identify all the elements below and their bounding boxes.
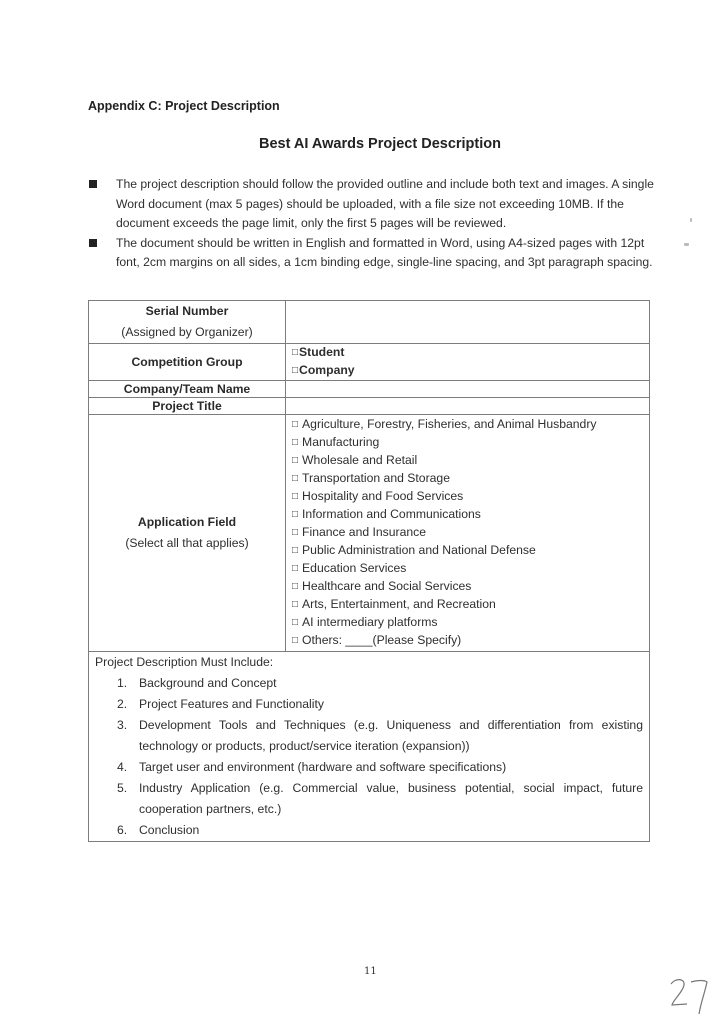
option-education[interactable] [292,560,643,578]
must-include-item [95,757,643,778]
competition-group-options [286,344,650,381]
checkbox-icon[interactable]: □ [292,365,299,376]
option-manufacturing[interactable] [292,434,643,452]
row-application-field [89,415,650,652]
option-label: Healthcare and Social Services [302,579,472,593]
option-label: Transportation and Storage [302,471,450,485]
checkbox-icon[interactable]: □ [292,635,299,646]
row-must-include [89,652,650,842]
item-number: 1. [117,676,128,690]
checkbox-icon[interactable]: □ [292,419,299,430]
checkbox-icon[interactable]: □ [292,437,299,448]
row-serial-number [89,301,650,344]
project-title-label-cell [89,398,286,415]
row-project-title [89,398,650,415]
option-label: Student [299,345,345,359]
checkbox-icon[interactable]: □ [292,455,299,466]
must-include-item [95,673,643,694]
option-student[interactable] [292,344,643,362]
serial-number-label-cell [89,301,286,344]
option-label: Arts, Entertainment, and Recreation [302,597,496,611]
checkbox-icon[interactable]: □ [292,617,299,628]
must-include-list [95,673,643,841]
serial-number-label: Serial Number [145,304,229,318]
option-public-administration[interactable] [292,542,643,560]
must-include-item [95,694,643,715]
scan-artifact [684,243,689,246]
application-field-options [286,415,650,652]
item-text: Conclusion [139,823,200,837]
application-field-sublabel: (Select all that applies) [125,536,249,550]
must-include-item [95,778,643,820]
scan-artifact [690,218,692,222]
item-number: 5. [117,781,128,795]
option-arts-entertainment[interactable] [292,596,643,614]
checkbox-icon[interactable]: □ [292,347,299,358]
option-label: Education Services [302,561,407,575]
document-title: Best AI Awards Project Description [258,136,501,152]
option-label: Agriculture, Forestry, Fisheries, and Animal Husbandry [302,417,597,431]
serial-number-sublabel: (Assigned by Organizer) [121,325,253,339]
checkbox-icon[interactable]: □ [292,527,299,538]
row-team-name [89,381,650,398]
project-title-label: Project Title [152,399,222,413]
item-number: 3. [117,718,128,732]
option-label: Hospitality and Food Services [302,489,464,503]
must-include-item [95,715,643,757]
option-hospitality[interactable] [292,488,643,506]
square-bullet-icon [89,180,97,188]
option-label: Others: ____(Please Specify) [302,633,462,647]
team-name-field[interactable] [286,381,650,398]
checkbox-icon[interactable]: □ [292,563,299,574]
option-finance-insurance[interactable] [292,524,643,542]
item-text: Target user and environment (hardware and software specifications) [139,760,507,774]
instruction-list [88,175,668,273]
must-include-cell [89,652,650,842]
checkbox-icon[interactable]: □ [292,509,299,520]
item-text: Industry Application (e.g. Commercial value, business potential, social impact, future cooperation partners, etc.) [139,781,643,816]
application-field-label: Application Field [137,515,237,529]
appendix-title: Appendix C: Project Description [88,99,280,113]
team-name-label-cell [89,381,286,398]
option-label: Information and Communications [302,507,481,521]
option-label: Manufacturing [302,435,380,449]
row-competition-group [89,344,650,381]
option-healthcare[interactable] [292,578,643,596]
item-number: 4. [117,760,128,774]
checkbox-icon[interactable]: □ [292,581,299,592]
option-company[interactable] [292,362,643,380]
item-number: 2. [117,697,128,711]
option-label: AI intermediary platforms [302,615,438,629]
item-number: 6. [117,823,128,837]
project-title-field[interactable] [286,398,650,415]
page-number: 11 [364,966,377,977]
option-agriculture[interactable] [292,416,643,434]
competition-group-label-cell [89,344,286,381]
project-form-table [88,300,650,842]
option-label: Public Administration and National Defense [302,543,536,557]
option-information-communications[interactable] [292,506,643,524]
checkbox-icon[interactable]: □ [292,491,299,502]
must-include-heading: Project Description Must Include: [95,655,274,669]
checkbox-icon[interactable]: □ [292,545,299,556]
item-text: Background and Concept [139,676,277,690]
item-text: Project Features and Functionality [139,697,324,711]
option-label: Company [299,363,355,377]
competition-group-label: Competition Group [131,355,243,369]
option-label: Finance and Insurance [302,525,427,539]
option-ai-platforms[interactable] [292,614,643,632]
instruction-text: The project description should follow the provided outline and include both text and images. A single Word document (max 5 pages) should be uploaded, with a file size not exceeding 10MB. If the document exceeds the page limit, only the first 5 pages will be reviewed. [116,177,654,231]
square-bullet-icon [89,239,97,247]
serial-number-field[interactable] [286,301,650,344]
application-field-label-cell [89,415,286,652]
instruction-item [88,175,668,234]
team-name-label: Company/Team Name [123,382,251,396]
option-wholesale-retail[interactable] [292,452,643,470]
instruction-item [88,234,668,273]
option-others[interactable] [292,632,643,650]
option-label: Wholesale and Retail [302,453,418,467]
must-include-item [95,820,643,841]
checkbox-icon[interactable]: □ [292,599,299,610]
handwritten-page-mark-icon [665,972,715,1018]
item-text: Development Tools and Techniques (e.g. Uniqueness and differentiation from existing technology or products, product/service iteration (expansion)) [139,718,643,753]
option-transportation[interactable] [292,470,643,488]
checkbox-icon[interactable]: □ [292,473,299,484]
instruction-text: The document should be written in English and formatted in Word, using A4-sized pages with 12pt font, 2cm margins on all sides, a 1cm binding edge, single-line spacing, and 3pt paragraph spacing. [116,235,653,270]
